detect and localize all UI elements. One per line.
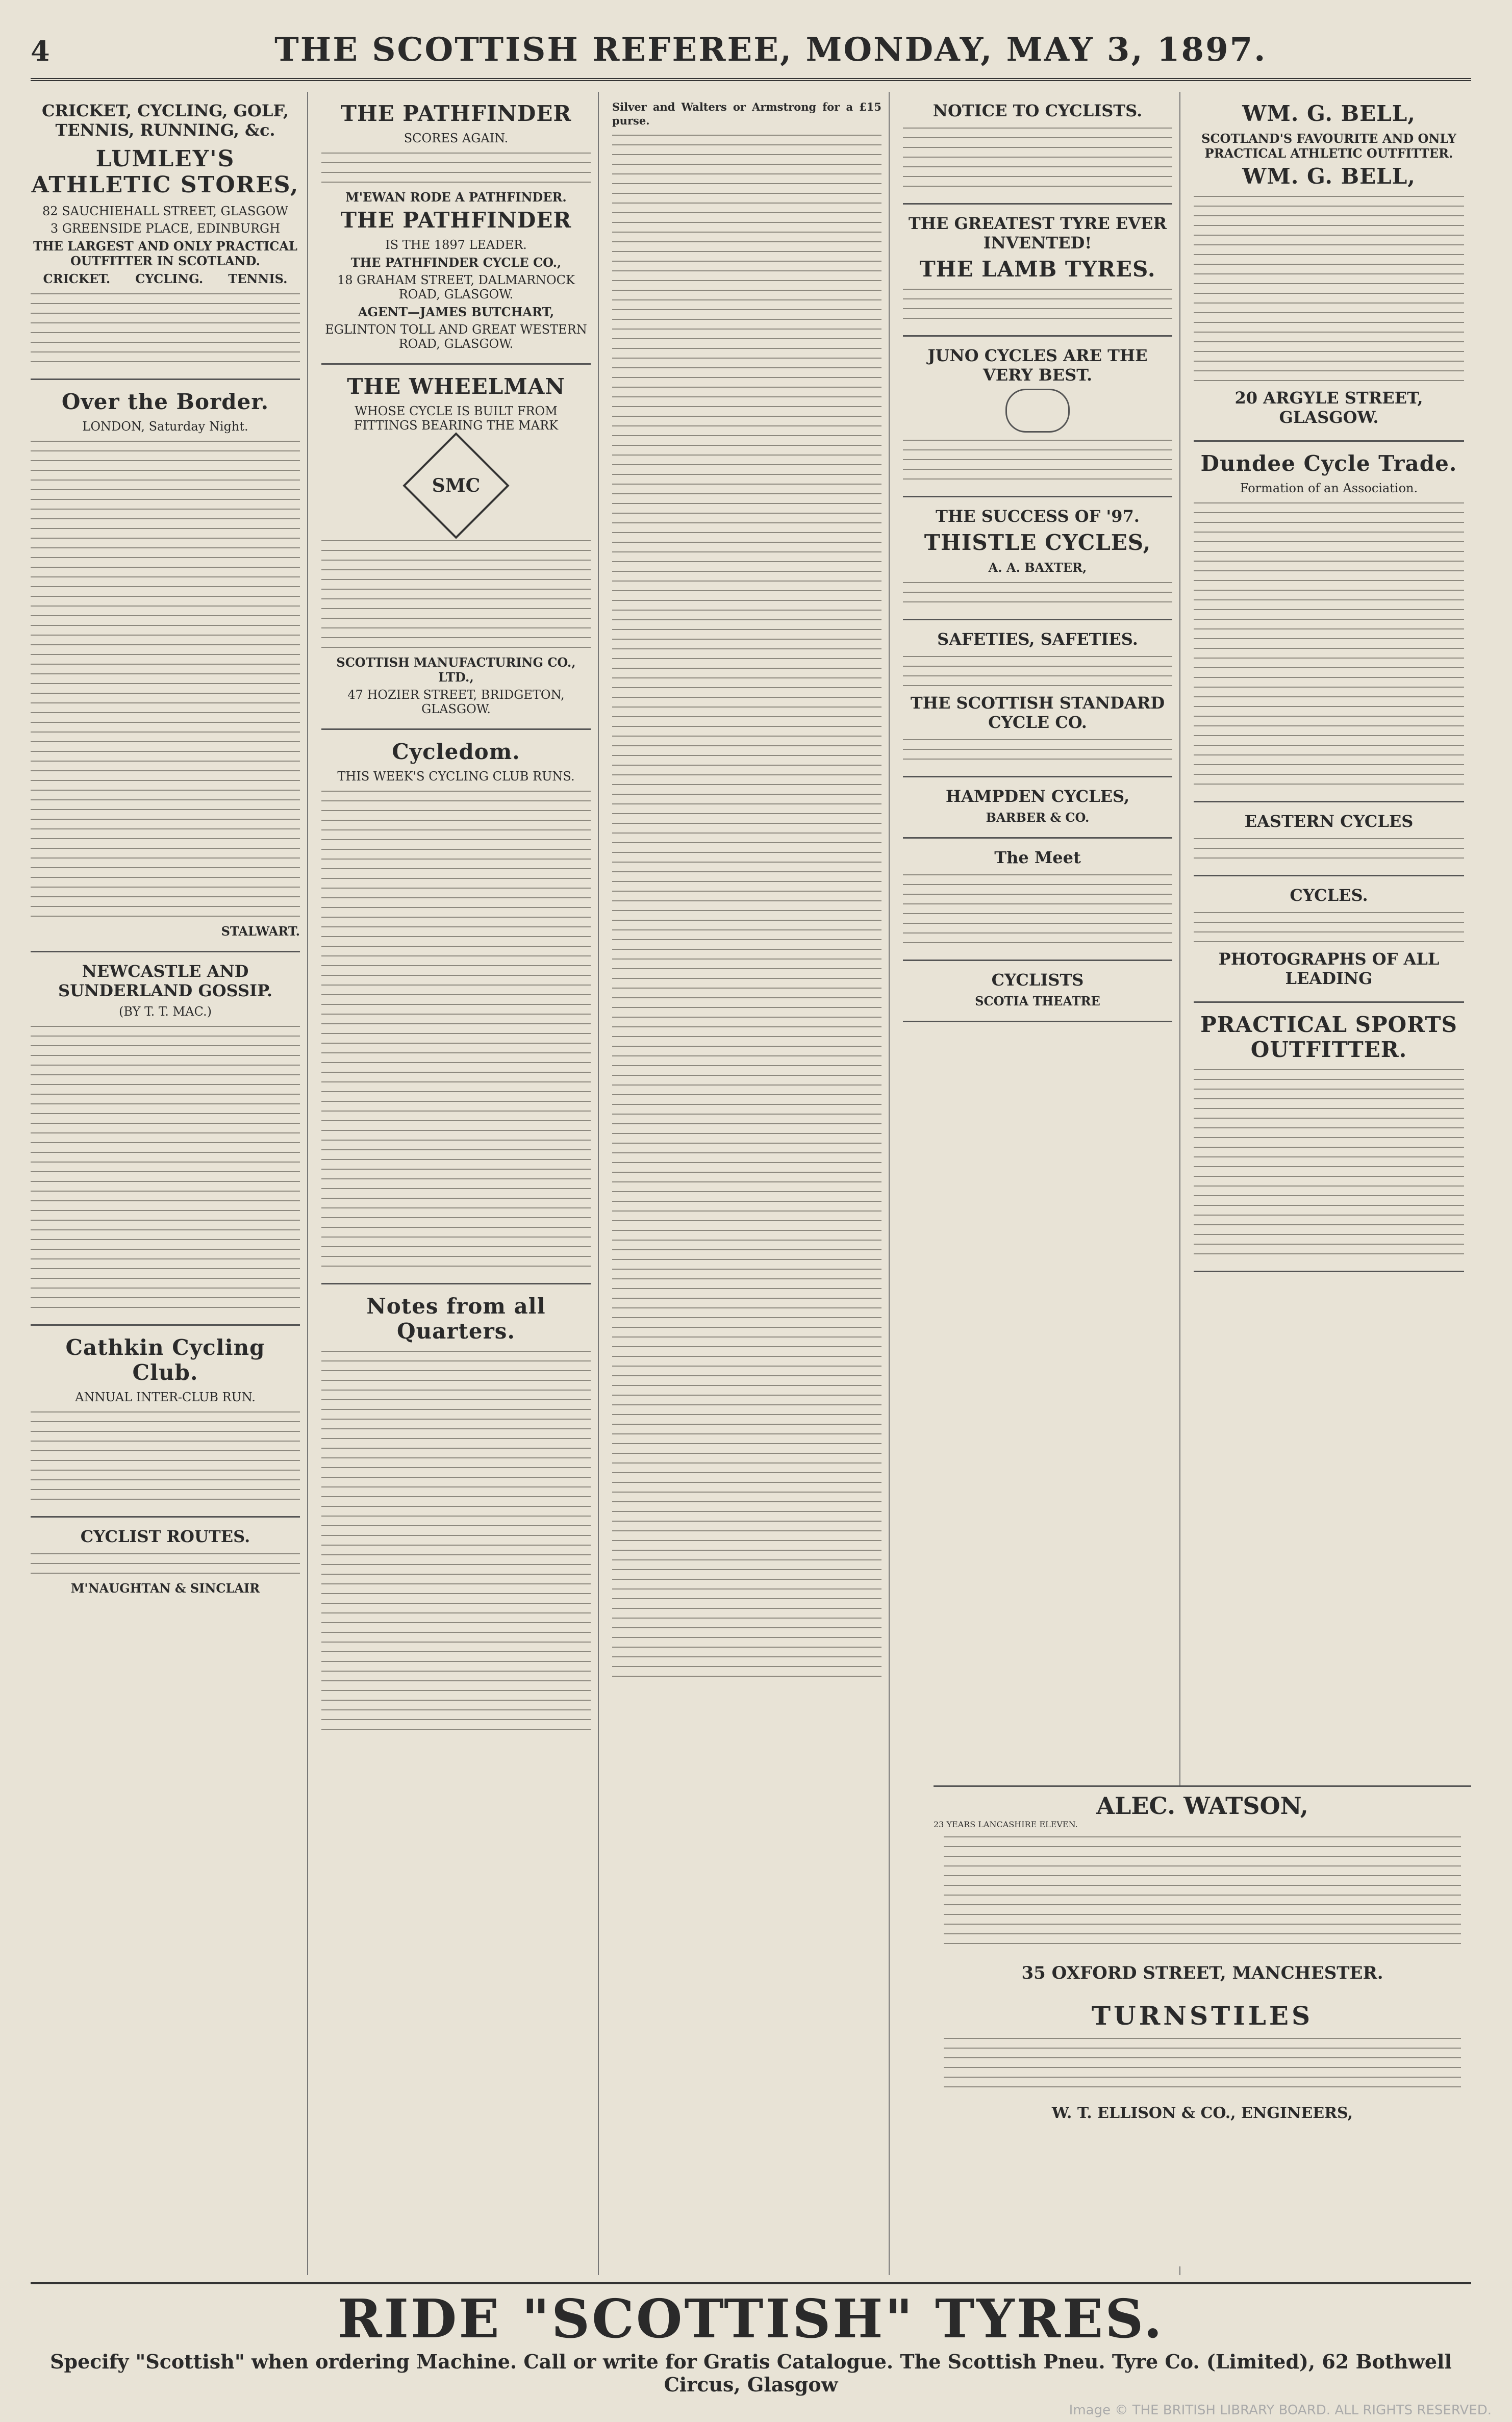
wheelman-body bbox=[321, 539, 591, 649]
alec-sub: 23 YEARS LANCASHIRE ELEVEN. bbox=[934, 1820, 1078, 1829]
cycledom-sub: THIS WEEK'S CYCLING CLUB RUNS. bbox=[337, 769, 575, 784]
notes-title: Notes from all Quarters. bbox=[366, 1294, 546, 1344]
pathfinder2-title: THE PATHFINDER bbox=[340, 208, 572, 233]
turnstiles-title: TURNSTILES bbox=[1091, 2001, 1314, 2031]
meet-body bbox=[903, 873, 1172, 945]
bicycle-icon bbox=[1005, 389, 1070, 433]
pathfinder-ad bbox=[321, 92, 591, 365]
thistle-ad bbox=[903, 497, 1172, 620]
bell-sub: SCOTLAND'S FAVOURITE AND ONLY PRACTICAL ATHLETIC OUTFITTER. bbox=[1201, 131, 1456, 161]
bell2-title: WM. G. BELL, bbox=[1242, 164, 1416, 189]
juno-title: JUNO CYCLES ARE THE VERY BEST. bbox=[927, 346, 1148, 385]
success-title: THE SUCCESS OF '97. bbox=[936, 507, 1140, 526]
col3-body bbox=[612, 133, 881, 1678]
alec-title: ALEC. WATSON, bbox=[1096, 1792, 1308, 1820]
hampden-ad bbox=[903, 777, 1172, 839]
cycledom-table bbox=[321, 789, 591, 1268]
lumley-body bbox=[31, 292, 300, 364]
wheelman-title: THE WHEELMAN bbox=[347, 374, 565, 399]
pathfinder-title: THE PATHFINDER bbox=[340, 101, 572, 126]
thistle-maker: A. A. BAXTER, bbox=[988, 560, 1087, 575]
photos-title: PHOTOGRAPHS OF ALL LEADING bbox=[1218, 949, 1440, 988]
masthead-bar bbox=[31, 31, 1471, 81]
ellison-name: W. T. ELLISON & CO., ENGINEERS, bbox=[1051, 2104, 1353, 2122]
cyclists-notice bbox=[903, 961, 1172, 1022]
scottish-standard-title: THE SCOTTISH STANDARD CYCLE CO. bbox=[910, 693, 1165, 732]
agent-address: EGLINTON TOLL AND GREAT WESTERN ROAD, GLASGOW. bbox=[325, 322, 587, 351]
bell-body bbox=[1194, 194, 1464, 383]
dundee-article bbox=[1194, 442, 1464, 802]
turnstiles-body bbox=[934, 2036, 1471, 2089]
column-2 bbox=[321, 92, 599, 2275]
over-border-title: Over the Border. bbox=[61, 389, 269, 414]
smc-mark-text: SMC bbox=[432, 475, 481, 496]
juno-ad bbox=[903, 337, 1172, 497]
over-border-article bbox=[31, 380, 300, 952]
routes-ad bbox=[31, 1518, 300, 1608]
practical-ad bbox=[1194, 1003, 1464, 1272]
col3-lead: Silver and Walters or Armstrong for a £15 purse. bbox=[612, 100, 881, 127]
bell-title: WM. G. BELL, bbox=[1242, 101, 1416, 126]
alec-body bbox=[934, 1835, 1471, 1946]
pathfinder-body bbox=[321, 151, 591, 184]
notice-body bbox=[903, 126, 1172, 188]
smc-address: 47 HOZIER STREET, BRIDGETON, GLASGOW. bbox=[347, 688, 565, 716]
notice-ad bbox=[903, 92, 1172, 205]
dundee-title: Dundee Cycle Trade. bbox=[1200, 451, 1457, 476]
dundee-sub: Formation of an Association. bbox=[1240, 481, 1418, 495]
lumley-col-tennis: TENNIS. bbox=[228, 271, 288, 286]
mewan-line: M'EWAN RODE A PATHFINDER. bbox=[345, 190, 567, 205]
masthead-title: THE SCOTTISH REFEREE, MONDAY, MAY 3, 1897. bbox=[274, 31, 1267, 69]
banner-spec: Specify "Scottish" when ordering Machine. Call or write for Gratis Catalogue. The Scottish Pneu. Tyre Co. (Limited), 62 Bothwell Circus, Glasgow bbox=[50, 2350, 1452, 2396]
cycles-ad bbox=[1194, 876, 1464, 1003]
image-credit: Image © THE BRITISH LIBRARY BOARD. ALL RIGHTS RESERVED. bbox=[1069, 2403, 1492, 2418]
pathfinder-sub: SCORES AGAIN. bbox=[404, 131, 509, 145]
stalwart-signoff: STALWART. bbox=[221, 924, 300, 939]
cyclists-title: CYCLISTS bbox=[991, 970, 1084, 990]
notice-title: NOTICE TO CYCLISTS. bbox=[933, 101, 1143, 120]
thistle-body bbox=[903, 581, 1172, 604]
wheelman-ad bbox=[321, 365, 591, 730]
over-border-body bbox=[31, 439, 300, 918]
lumley-heading: CRICKET, CYCLING, GOLF, TENNIS, RUNNING, &c. bbox=[41, 101, 289, 140]
practical-title: PRACTICAL SPORTS OUTFITTER. bbox=[1200, 1012, 1457, 1062]
mnaughtan-name: M'NAUGHTAN & SINCLAIR bbox=[70, 1581, 260, 1596]
hampden-title: HAMPDEN CYCLES, bbox=[945, 787, 1130, 806]
lumley-tagline: THE LARGEST AND ONLY PRACTICAL OUTFITTER IN SCOTLAND. bbox=[33, 239, 297, 268]
scottish-standard-body bbox=[903, 738, 1172, 761]
lamb-body bbox=[903, 287, 1172, 320]
newcastle-byline: (BY T. T. MAC.) bbox=[119, 1004, 212, 1019]
lumley-col-cycling: CYCLING. bbox=[135, 271, 204, 286]
smc-mark-icon bbox=[402, 432, 509, 539]
pathfinder2-sub: IS THE 1897 LEADER. bbox=[385, 238, 527, 252]
eastern-title: EASTERN CYCLES bbox=[1244, 812, 1414, 831]
cycles-body bbox=[1194, 911, 1464, 944]
meet-article bbox=[903, 839, 1172, 961]
column-3 bbox=[612, 92, 890, 2275]
cycledom-title: Cycledom. bbox=[392, 739, 520, 764]
barber-name: BARBER & CO. bbox=[986, 810, 1090, 825]
dundee-body bbox=[1194, 501, 1464, 786]
newcastle-article bbox=[31, 952, 300, 1326]
cathkin-sub: ANNUAL INTER-CLUB RUN. bbox=[75, 1390, 256, 1404]
bell-ad bbox=[1194, 92, 1464, 442]
cycledom-article bbox=[321, 730, 591, 1284]
safeties-ad bbox=[903, 620, 1172, 777]
lumley-ad bbox=[31, 92, 300, 380]
safeties-body bbox=[903, 654, 1172, 688]
juno-body bbox=[903, 438, 1172, 481]
alec-address: 35 OXFORD STREET, MANCHESTER. bbox=[1021, 1963, 1383, 1983]
cathkin-article bbox=[31, 1326, 300, 1518]
newcastle-title: NEWCASTLE AND SUNDERLAND GOSSIP. bbox=[58, 962, 273, 1000]
argyle-address: 20 ARGYLE STREET, GLASGOW. bbox=[1234, 388, 1423, 427]
newcastle-body bbox=[31, 1024, 300, 1309]
scotia-title: SCOTIA THEATRE bbox=[975, 994, 1100, 1008]
agent-name: AGENT—JAMES BUTCHART, bbox=[358, 305, 555, 319]
lumley-addr2: 3 GREENSIDE PLACE, EDINBURGH bbox=[50, 221, 281, 236]
alec-watson-ad bbox=[934, 1785, 1471, 2266]
safeties-title: SAFETIES, SAFETIES. bbox=[937, 629, 1138, 649]
page-number: 4 bbox=[31, 35, 50, 67]
lamb-title: THE LAMB TYRES. bbox=[919, 257, 1156, 282]
thistle-title: THISTLE CYCLES, bbox=[924, 530, 1151, 555]
notes-body bbox=[321, 1349, 591, 1731]
lumley-name: LUMLEY'S ATHLETIC STORES, bbox=[31, 146, 299, 198]
notes-article bbox=[321, 1284, 591, 1746]
smc-name: SCOTTISH MANUFACTURING CO., LTD., bbox=[336, 655, 576, 685]
meet-title: The Meet bbox=[994, 848, 1081, 867]
cathkin-title: Cathkin Cycling Club. bbox=[65, 1335, 265, 1385]
greatest-title: THE GREATEST TYRE EVER INVENTED! bbox=[908, 214, 1167, 253]
eastern-body bbox=[1194, 837, 1464, 860]
lumley-addr1: 82 SAUCHIEHALL STREET, GLASGOW bbox=[42, 204, 288, 218]
cycles-title: CYCLES. bbox=[1290, 886, 1368, 905]
lumley-col-cricket: CRICKET. bbox=[43, 271, 111, 286]
routes-title: CYCLIST ROUTES. bbox=[80, 1527, 250, 1546]
routes-body bbox=[31, 1552, 300, 1575]
column-1 bbox=[31, 92, 308, 2275]
over-border-dateline: LONDON, Saturday Night. bbox=[82, 419, 248, 434]
pathfinder-company: THE PATHFINDER CYCLE CO., bbox=[350, 255, 562, 270]
scottish-tyres-banner bbox=[31, 2282, 1471, 2402]
practical-body bbox=[1194, 1068, 1464, 1256]
pathfinder-address: 18 GRAHAM STREET, DALMARNOCK ROAD, GLASGOW. bbox=[337, 273, 575, 301]
lamb-ad bbox=[903, 205, 1172, 337]
cathkin-body bbox=[31, 1410, 300, 1501]
banner-ride: RIDE "SCOTTISH" TYRES. bbox=[338, 2287, 1164, 2350]
eastern-ad bbox=[1194, 802, 1464, 876]
wheelman-sub: WHOSE CYCLE IS BUILT FROM FITTINGS BEARING THE MARK bbox=[354, 404, 559, 433]
